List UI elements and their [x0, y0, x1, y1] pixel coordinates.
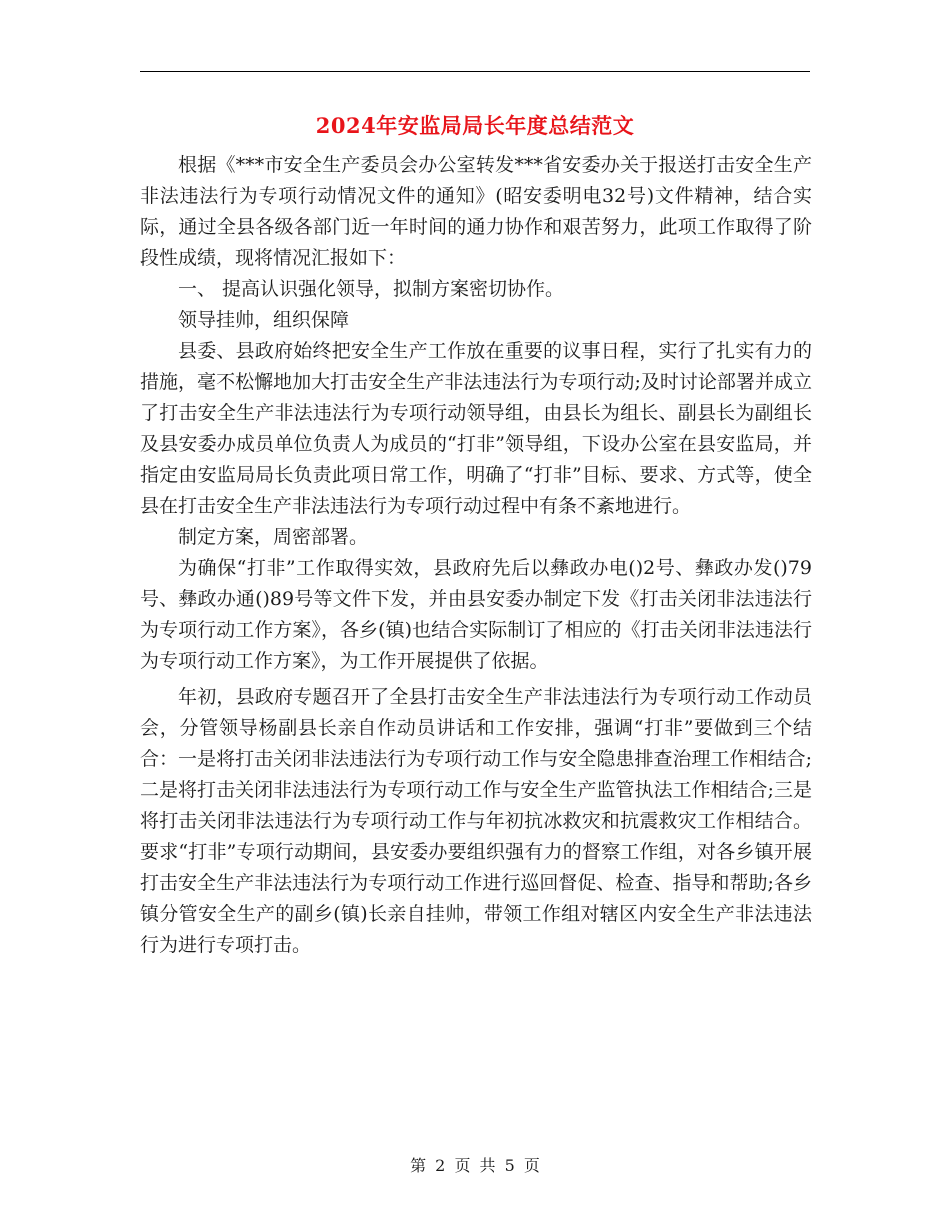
document-title: 2024年安监局局长年度总结范文 — [315, 113, 635, 138]
paragraph-mobilization: 年初，县政府专题召开了全县打击安全生产非法违法行为专项行动工作动员会，分管领导杨副县长亲自作动员讲话和工作安排，强调“打非”要做到三个结合：一是将打击关闭非法违法行为专项行动工作与安全隐患排查治理工作相结合;二是将打击关闭非法违法行为专项行动工作与安全生产监管执法工作相结合;三是将打击关闭非法违法行为专项行动工作与年初抗冰救灾和抗震救灾工作相结合。要求“打非”专项行动期间，县安委办要组织强有力的督察工作组，对各乡镇开展打击安全生产非法违法行为专项行动工作进行巡回督促、检查、指导和帮助;各乡镇分管安全生产的副乡(镇)长亲自挂帅，带领工作组对辖区内安全生产非法违法行为进行专项打击。 — [140, 686, 812, 956]
paragraph-intro: 根据《***市安全生产委员会办公室转发***省安委办关于报送打击安全生产非法违法行为专项行动情况文件的通知》(昭安委明电32号)文件精神，结合实际，通过全县各级各部门近一年时间的通力协作和艰苦努力，此项工作取得了阶段性成绩，现将情况汇报如下： — [140, 154, 812, 269]
paragraph-section-heading: 一、 提高认识强化领导，拟制方案密切协作。 — [178, 278, 565, 300]
paragraph-leadership: 县委、县政府始终把安全生产工作放在重要的议事日程，实行了扎实有力的措施，毫不松懈地加大打击安全生产非法违法行为专项行动;及时讨论部署并成立了打击安全生产非法违法行为专项行动领导组，由县长为组长、副县长为副组长及县安委办成员单位负责人为成员的“打非”领导组，下设办公室在县安监局，并指定由安监局局长负责此项日常工作，明确了“打非”目标、要求、方式等，使全县在打击安全生产非法违法行为专项行动过程中有条不紊地进行。 — [140, 340, 812, 517]
paragraph-subheading-plan: 制定方案，周密部署。 — [178, 526, 369, 548]
paragraph-plan: 为确保“打非”工作取得实效，县政府先后以彝政办电()2号、彝政办发()79号、彝政办通()89号等文件下发，并由县安委办制定下发《打击关闭非法违法行为专项行动工作方案》，各乡(镇)也结合实际制订了相应的《打击关闭非法违法行为专项行动工作方案》，为工作开展提供了依据。 — [140, 557, 812, 672]
header-rule — [140, 71, 810, 72]
document-body — [140, 150, 812, 961]
page-number: 第 2 页 共 5 页 — [410, 1156, 540, 1175]
paragraph-subheading-leadership: 领导挂帅，组织保障 — [178, 309, 350, 331]
